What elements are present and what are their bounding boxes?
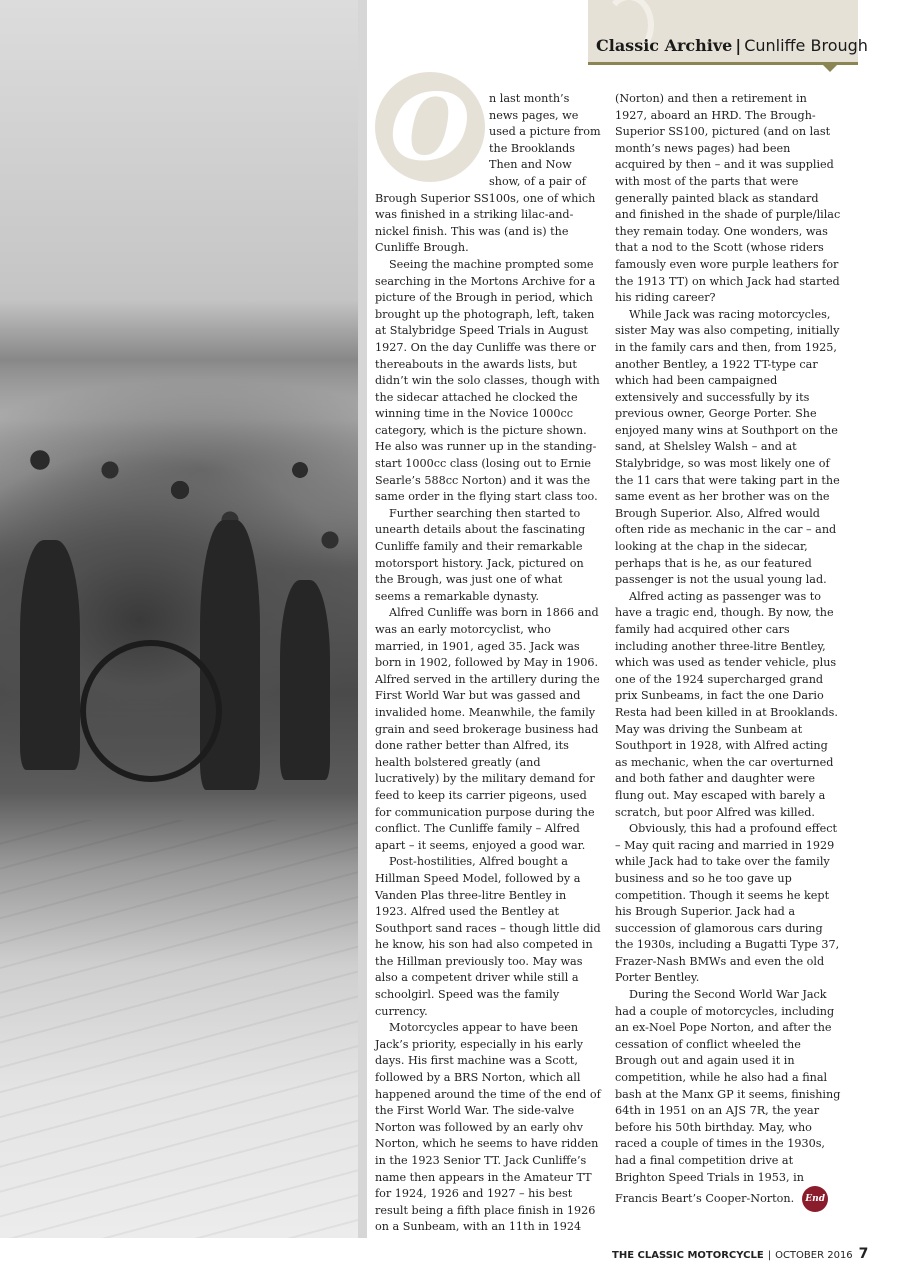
paragraph: Obviously, this had a profound effect – May quit racing and married in 1929 while Jack had to take over the family business and so he too gave up competition. Though it seems he kept his Brough Superior. Jack had a succession of glamorous cars during the 1930s, including a Bugatti Type 37, Frazer-Nash BMWs and even the old Porter Bentley.: [615, 822, 840, 985]
page-footer: [612, 1246, 869, 1262]
header-notch-icon: [823, 65, 837, 72]
header-rule: [588, 62, 858, 65]
article-column-1: [375, 91, 601, 1236]
drop-cap: O: [375, 72, 485, 182]
paragraph-final: [615, 987, 841, 1212]
section-header: [596, 36, 868, 55]
dropcap-spacer: [375, 91, 489, 175]
paragraph: (Norton) and then a retirement in 1927, aboard an HRD. The Brough-Superior SS100, pictured (and on last month’s news pages) had been acquired by then – and it was supplied with most of the parts that were generally painted black as standard and finished in the shade of purple/lilac they remain today. One wonders, was that a nod to the Scott (whose riders famously even wore purple leathers for the 1913 TT) on which Jack had started his riding career?: [615, 92, 841, 305]
paragraph: Alfred Cunliffe was born in 1866 and was an early motorcyclist, who married, in 1901, aged 35. Jack was born in 1902, followed by May in 1906. Alfred served in the artillery during the First World War but was gassed and invalided home. Meanwhile, the family grain and seed brokerage business had done rather better than Alfred, its health bolstered greatly (and lucratively) by the military demand for feed to keep its carrier pigeons, used for communication purpose during the conflict. The Cunliffe family – Alfred apart – it seems, enjoyed a good war.: [375, 606, 600, 852]
paragraph: Seeing the machine prompted some searching in the Mortons Archive for a picture of the Brough in period, which brought up the photograph, left, taken at Stalybridge Speed Trials in August 1927. On the day Cunliffe was there or thereabouts in the awards lists, but didn’t win the solo classes, though with the sidecar attached he clocked the winning time in the Novice 1000cc category, which is the picture shown. He also was runner up in the standing-start 1000cc class (losing out to Ernie Searle’s 588cc Norton) and it was the same order in the flying start class too.: [375, 257, 600, 504]
photo-hillside-haze: [0, 300, 358, 420]
paragraph: Alfred acting as passenger was to have a tragic end, though. By now, the family had acquired other cars including another three-litre Bentley, which was used as tender vehicle, plus one of the 1924 supercharged grand prix Sunbeams, in fact the one Dario Resta had been killed in at Brooklands. May was driving the Sunbeam at Southport in 1928, with Alfred acting as mechanic, when the car overturned and both father and daughter were flung out. May escaped with barely a scratch, but poor Alfred was killed.: [615, 589, 838, 819]
paragraph: Post-hostilities, Alfred bought a Hillman Speed Model, followed by a Vanden Plas three-litre Bentley in 1923. Alfred used the Bentley at Southport sand races – though little did he know, his son had also competed in the Hillman previously too. May was also a competent driver while still a schoolgirl. Speed was the family currency.: [375, 855, 601, 1018]
photo-sand-ground: [0, 820, 358, 1238]
magazine-name: THE CLASSIC MOTORCYCLE: [612, 1250, 764, 1261]
photo-spectator-figure: [280, 580, 330, 780]
page-number: 7: [858, 1246, 869, 1262]
header-separator: |: [735, 36, 742, 55]
gutter-strip: [358, 0, 367, 1238]
paragraph: Motorcycles appear to have been Jack’s priority, especially in his early days. His first machine was a Scott, followed by a BRS Norton, which all happened around the time of the end of the First World War. The side-valve Norton was followed by an early ohv Norton, which he seems to have ridden in the 1923 Senior TT. Jack Cunliffe’s name then appears in the Amateur TT for 1924, 1926 and 1927 – his best result being a fifth place finish in 1926 on a Sunbeam, with an 11th in 1924: [375, 1021, 601, 1234]
footer-separator: |: [767, 1250, 772, 1261]
photo-motorcycle-wheel: [80, 640, 222, 782]
issue-date: OCTOBER 2016: [775, 1250, 853, 1261]
archive-photo-brough-sidecar-crowd: [0, 0, 358, 1238]
end-badge: End: [802, 1186, 828, 1212]
article-column-2: [615, 91, 841, 1212]
paragraph: While Jack was racing motorcycles, sister May was also competing, initially in the family cars and then, from 1925, another Bentley, a 1922 TT-type car which had been campaigned extensively and successfully by its previous owner, George Porter. She enjoyed many wins at Southport on the sand, at Shelsley Walsh – and at Stalybridge, so was most likely one of the 11 cars that were taking part in the same event as her brother was on the Brough Superior. Also, Alfred would often ride as mechanic in the car – and looking at the chap in the sidecar, perhaps that is he, as our featured passenger is not the usual young lad.: [615, 307, 840, 587]
section-label: Classic Archive: [596, 36, 733, 55]
article-subject: Cunliffe Brough: [744, 36, 868, 55]
paragraph-final-text: During the Second World War Jack had a couple of motorcycles, including an ex-Noel Pope Norton, and after the cessation of conflict wheeled the Brough out and again used it in competition, while he also had a final bash at the Manx GP it seems, finishing 64th in 1951 on an AJS 7R, the year before his 50th birthday. May, who raced a couple of times in the 1930s, had a final competition drive at Brighton Speed Trials in 1953, in Francis Beart’s Cooper-Norton.: [615, 988, 841, 1206]
paragraph: Further searching then started to unearth details about the fascinating Cunliffe family and their remarkable motorsport history. Jack, pictured on the Brough, was just one of what seems a remarkable dynasty.: [375, 506, 586, 603]
paragraph: n last month’s news pages, we used a picture from the Brooklands Then and Now show, of a pair of Brough Superior SS100s, one of which was finished in a striking lilac-and-nickel finish. This was (and is) the Cunliffe Brough.: [375, 92, 601, 255]
photo-passenger-figure: [20, 540, 80, 770]
